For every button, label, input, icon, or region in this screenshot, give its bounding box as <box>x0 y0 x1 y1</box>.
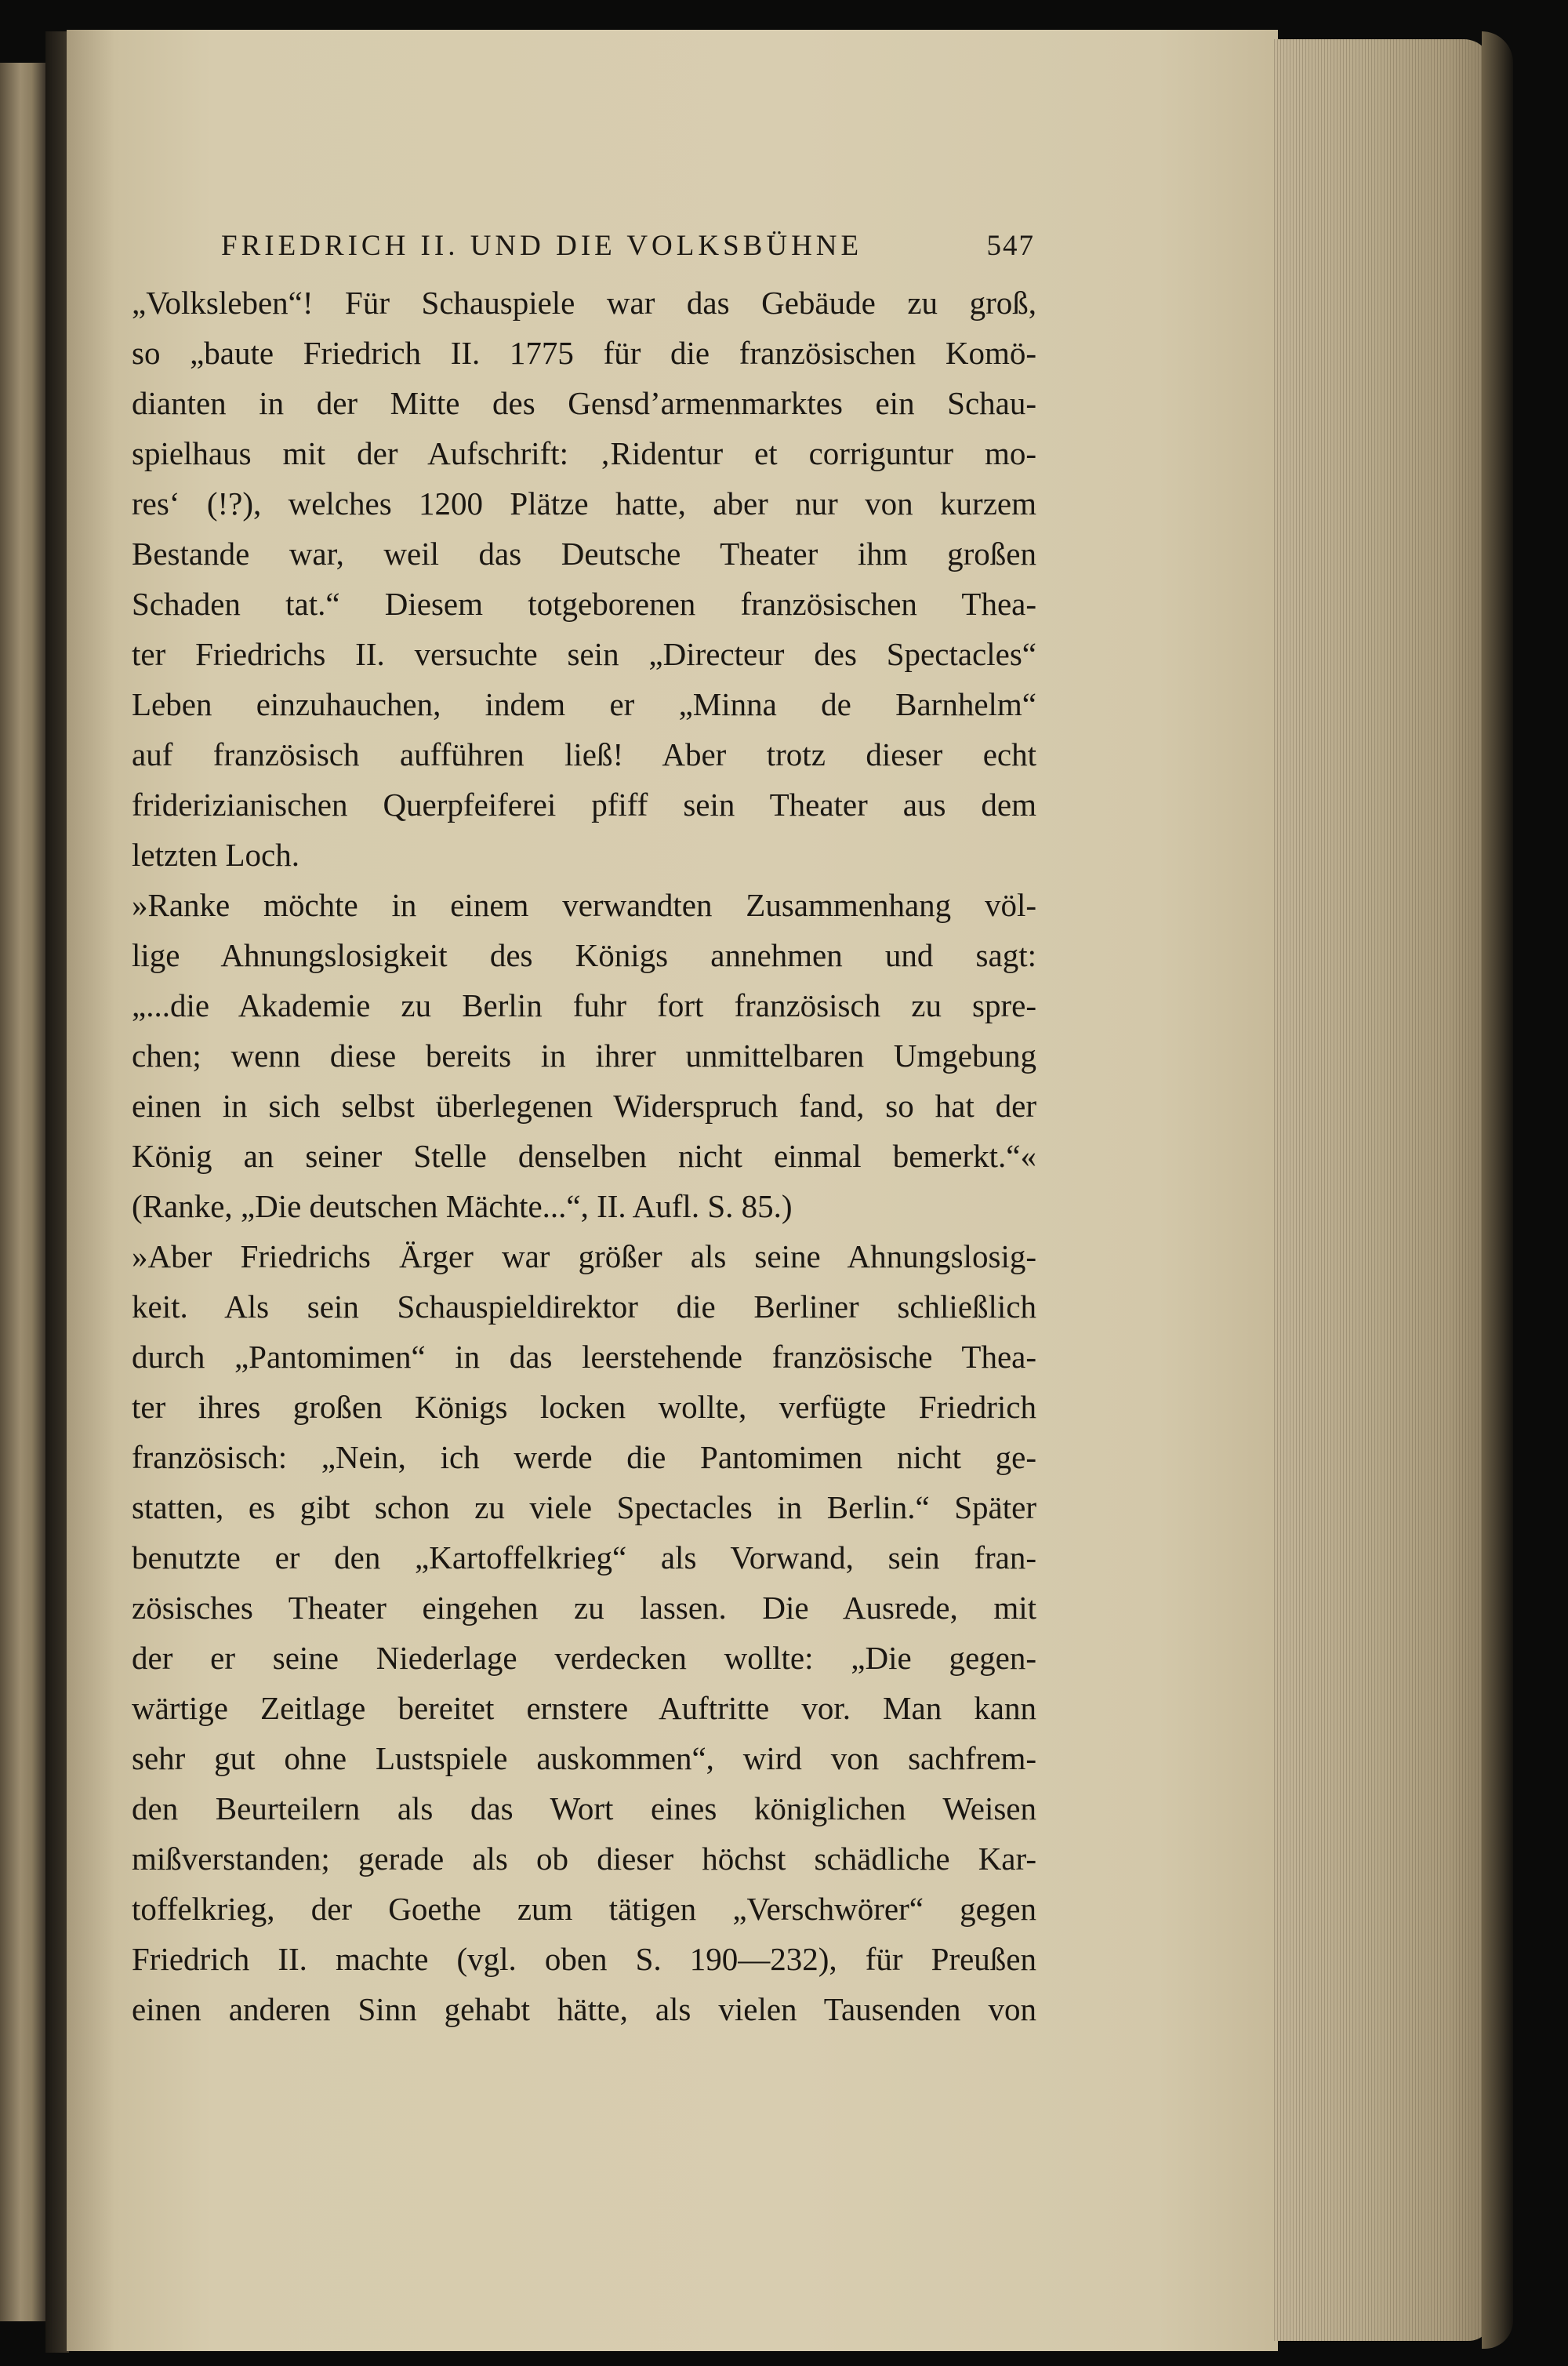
text-line: Friedrich II. machte (vgl. oben S. 190—232), für Preußen <box>132 1941 1036 1977</box>
text-line: Schaden tat.“ Diesem totgeborenen französischen Thea- <box>132 586 1036 622</box>
text-line: keit. Als sein Schauspieldirektor die Berliner schließlich <box>132 1288 1036 1325</box>
text-line: einen in sich selbst überlegenen Widerspruch fand, so hat der <box>132 1088 1036 1124</box>
text-line: mißverstanden; gerade als ob dieser höchst schädliche Kar- <box>132 1841 1036 1877</box>
text-line: friderizianischen Querpfeiferei pfiff sein Theater aus dem <box>132 787 1036 823</box>
text-line: der er seine Niederlage verdecken wollte: „Die gegen- <box>132 1640 1036 1676</box>
text-line: „Volksleben“! Für Schauspiele war das Gebäude zu groß, <box>132 285 1036 321</box>
text-line: (Ranke, „Die deutschen Mächte...“, II. Aufl. S. 85.) <box>132 1188 793 1224</box>
text-line: »Aber Friedrichs Ärger war größer als seine Ahnungslosig- <box>132 1238 1036 1274</box>
text-line: so „baute Friedrich II. 1775 für die französischen Komö- <box>132 335 1036 371</box>
text-line: res‘ (!?), welches 1200 Plätze hatte, aber nur von kurzem <box>132 485 1036 522</box>
book-cover-edge <box>1482 31 1513 2349</box>
text-line: zösisches Theater eingehen zu lassen. Die Ausrede, mit <box>132 1590 1036 1626</box>
text-line: König an seiner Stelle denselben nicht einmal bemerkt.“« <box>132 1138 1036 1174</box>
text-line: Leben einzuhauchen, indem er „Minna de Barnhelm“ <box>132 686 1036 722</box>
text-line: statten, es gibt schon zu viele Spectacles in Berlin.“ Später <box>132 1489 1036 1525</box>
text-line: ter ihres großen Königs locken wollte, verfügte Friedrich <box>132 1389 1036 1425</box>
text-line: französisch: „Nein, ich werde die Pantomimen nicht ge- <box>132 1439 1036 1475</box>
running-head <box>221 229 1035 268</box>
text-line: auf französisch aufführen ließ! Aber trotz dieser echt <box>132 736 1036 772</box>
page-edges <box>1274 39 1492 2341</box>
text-line: sehr gut ohne Lustspiele auskommen“, wird von sachfrem- <box>132 1740 1036 1776</box>
text-line: wärtige Zeitlage bereitet ernstere Auftritte vor. Man kann <box>132 1690 1036 1726</box>
text-line: „...die Akademie zu Berlin fuhr fort französisch zu spre- <box>132 987 1036 1023</box>
text-line: benutzte er den „Kartoffelkrieg“ als Vorwand, sein fran- <box>132 1539 1036 1576</box>
text-line: ter Friedrichs II. versuchte sein „Directeur des Spectacles“ <box>132 636 1036 672</box>
running-title: FRIEDRICH II. UND DIE VOLKSBÜHNE <box>221 230 863 262</box>
previous-page-edge <box>0 63 45 2321</box>
page-number: 547 <box>986 230 1035 262</box>
text-line: »Ranke möchte in einem verwandten Zusammenhang völ- <box>132 887 1036 923</box>
text-line: lige Ahnungslosigkeit des Königs annehmen und sagt: <box>132 937 1036 973</box>
text-line: spielhaus mit der Aufschrift: ‚Ridentur et corriguntur mo- <box>132 435 1036 471</box>
text-line: einen anderen Sinn gehabt hätte, als vielen Tausenden von <box>132 1991 1036 2027</box>
text-line: Bestande war, weil das Deutsche Theater ihm großen <box>132 536 1036 572</box>
text-line: letzten Loch. <box>132 837 300 873</box>
text-line: toffelkrieg, der Goethe zum tätigen „Verschwörer“ gegen <box>132 1891 1036 1927</box>
book-gutter <box>45 31 69 2353</box>
text-line: den Beurteilern als das Wort eines königlichen Weisen <box>132 1790 1036 1826</box>
text-line: dianten in der Mitte des Gensd’armenmarktes ein Schau- <box>132 385 1036 421</box>
text-line: durch „Pantomimen“ in das leerstehende französische Thea- <box>132 1339 1036 1375</box>
text-line: chen; wenn diese bereits in ihrer unmittelbaren Umgebung <box>132 1038 1036 1074</box>
